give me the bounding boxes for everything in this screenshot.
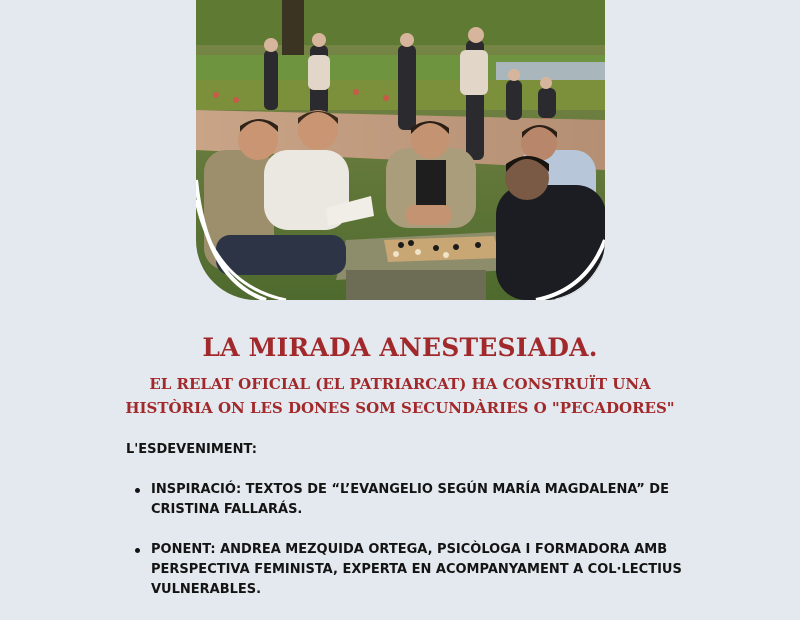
list-item-text: PONENT: ANDREA MEZQUIDA ORTEGA, PSICÒLOGA I FORMADORA AMB PERSPECTIVA FEMINISTA, EXPERTA EN ACOMPANYAMENT A COL·LECTIUS VULNERABLES.	[151, 542, 682, 597]
event-details-list	[132, 480, 692, 620]
section-heading: L'ESDEVENIMENT:	[126, 442, 257, 457]
list-item-text: INSPIRACIÓ: TEXTOS DE “L’EVANGELIO SEGÚN MARÍA MAGDALENA” DE CRISTINA FALLARÁS.	[151, 482, 669, 517]
event-photo	[196, 0, 605, 300]
subtitle-line-1: EL RELAT OFICIAL (EL PATRIARCAT) HA CONSTRUÏT UNA	[149, 375, 651, 393]
subtitle-line-2: HISTÒRIA ON LES DONES SOM SECUNDÀRIES O "PECADORES"	[125, 399, 675, 417]
list-item-inspiration	[132, 480, 692, 520]
event-title: LA MIRADA ANESTESIADA.	[202, 333, 598, 362]
park-chess-photo	[196, 0, 605, 300]
list-item-speaker	[132, 540, 692, 600]
bullet-icon	[135, 488, 140, 493]
event-subtitle	[100, 372, 700, 420]
bullet-icon	[135, 548, 140, 553]
